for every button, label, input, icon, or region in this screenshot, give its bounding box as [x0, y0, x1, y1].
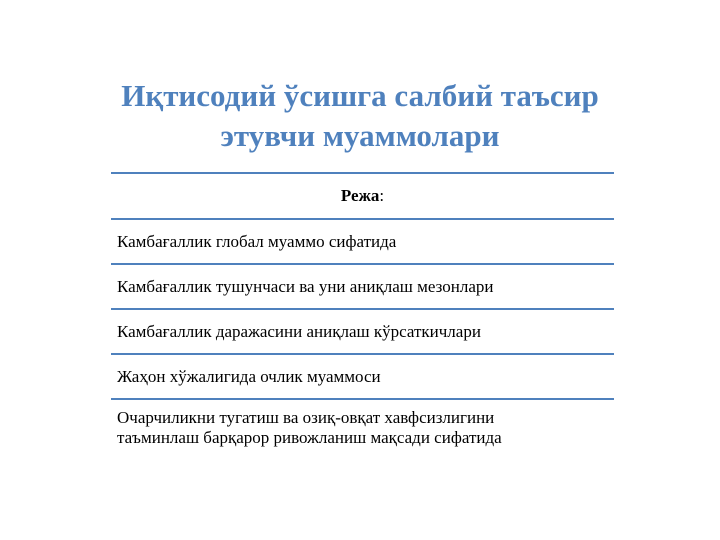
plan-header-colon: :	[379, 186, 385, 205]
plan-table-header	[111, 172, 614, 218]
plan-item-text: Камбағаллик глобал муаммо сифатида	[117, 231, 397, 251]
plan-table	[111, 172, 614, 454]
plan-item-1	[111, 218, 614, 263]
plan-item-text-line-1: Очарчиликни тугатиш ва озиқ-овқат хавфсизлигини	[117, 408, 495, 427]
plan-item-3	[111, 308, 614, 353]
plan-item-4	[111, 353, 614, 398]
plan-item-text: Камбағаллик даражасини аниқлаш кўрсаткичлари	[117, 321, 481, 341]
plan-item-text-line-2: таъминлаш барқарор ривожланиш мақсади сифатида	[117, 428, 502, 447]
plan-item-text: Жаҳон хўжалигида очлик муаммоси	[117, 366, 381, 386]
plan-item-text: Камбағаллик тушунчаси ва уни аниқлаш мезонлари	[117, 276, 494, 296]
plan-item-5	[111, 398, 614, 454]
plan-header-label: Режа	[340, 186, 380, 205]
slide-title-line-2: этувчи муаммолари	[220, 118, 500, 153]
plan-item-2	[111, 263, 614, 308]
slide-title-line-1: Иқтисодий ўсишга салбий таъсир	[121, 78, 599, 113]
slide-title	[60, 76, 660, 156]
